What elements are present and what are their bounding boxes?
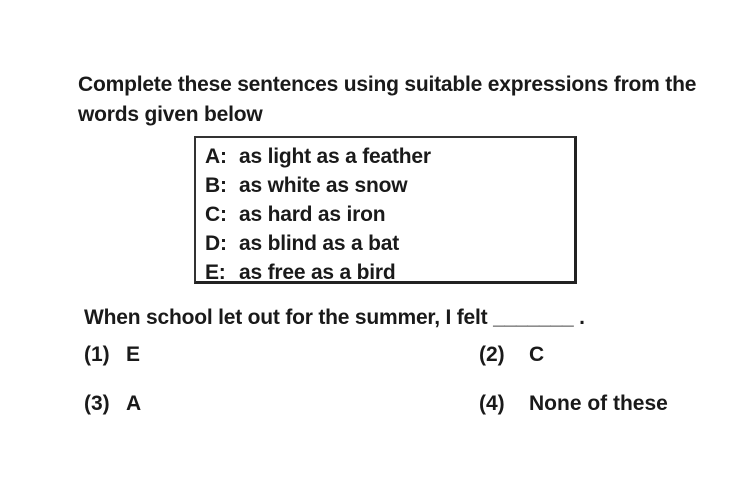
option-row-b [205, 171, 574, 200]
answer-choice-3[interactable] [84, 389, 141, 419]
choice-text: E [126, 343, 141, 366]
option-text: as free as a bird [239, 261, 396, 284]
answer-choice-4[interactable] [479, 389, 668, 419]
option-text: as blind as a bat [239, 232, 399, 255]
choice-number: (2) [479, 343, 505, 366]
choice-text: C [529, 343, 545, 366]
options-box [194, 136, 577, 284]
option-row-e [205, 258, 574, 287]
option-text: as hard as iron [239, 203, 386, 226]
choice-number: (4) [479, 392, 505, 415]
option-key: E: [205, 261, 226, 284]
choice-number: (1) [84, 343, 110, 366]
answer-choice-2[interactable] [479, 340, 544, 370]
option-row-a [205, 142, 574, 171]
choice-number: (3) [84, 392, 110, 415]
option-key: D: [205, 232, 227, 255]
option-row-d [205, 229, 574, 258]
answer-choice-1[interactable] [84, 340, 140, 370]
option-key: C: [205, 203, 227, 226]
option-key: A: [205, 145, 227, 168]
choice-text: None of these [529, 392, 668, 415]
question-text: When school let out for the summer, I felt _______ . [84, 306, 585, 329]
option-text: as light as a feather [239, 145, 431, 168]
option-text: as white as snow [239, 174, 408, 197]
option-row-c [205, 200, 574, 229]
option-key: B: [205, 174, 227, 197]
instruction-text: Complete these sentences using suitable expressions from the words given below [78, 73, 697, 126]
choice-text: A [126, 392, 142, 415]
